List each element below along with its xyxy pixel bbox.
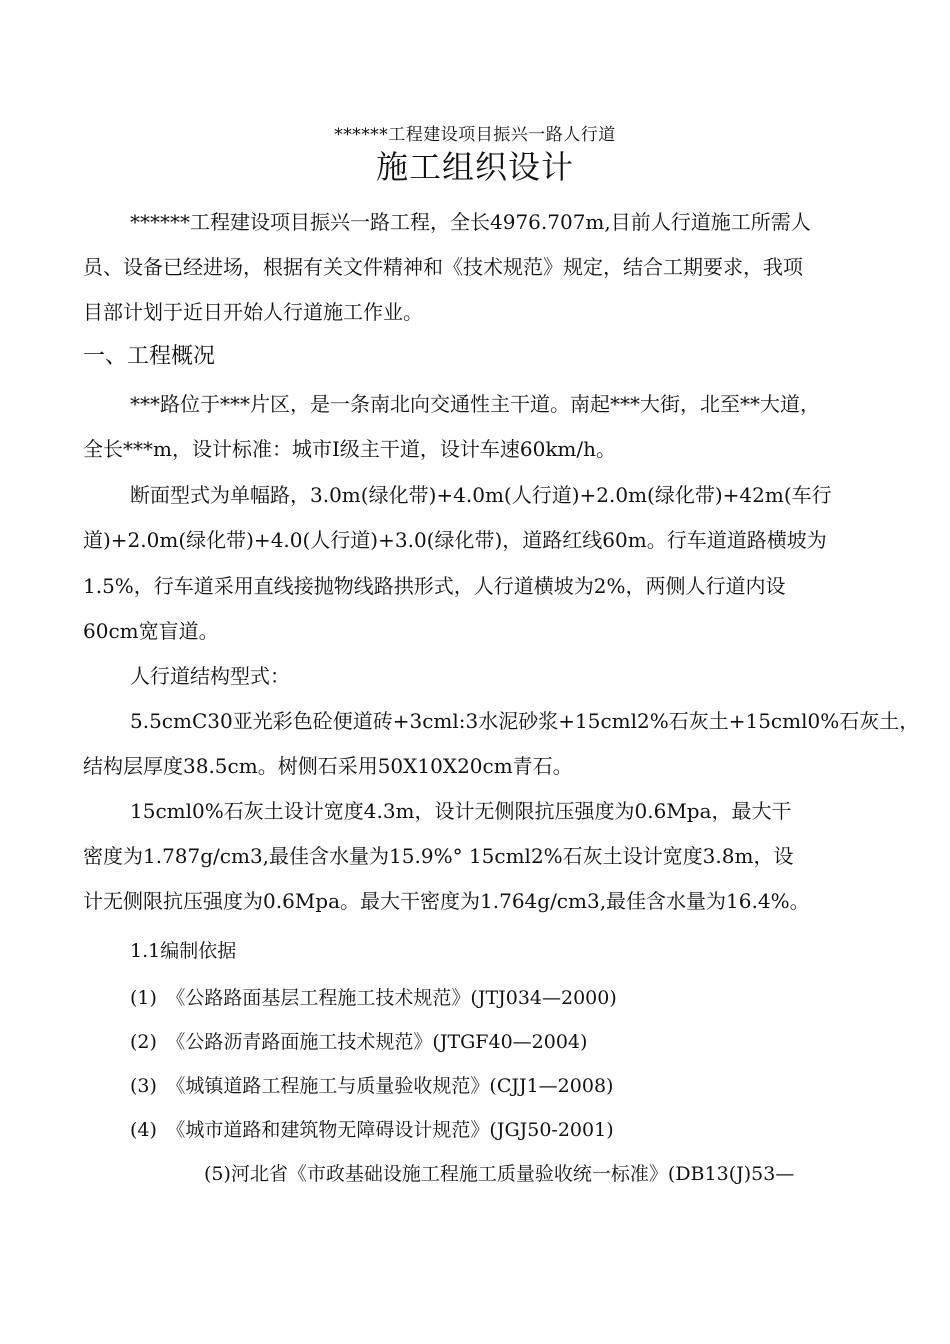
document-subtitle: ******工程建设项目振兴一路人行道: [334, 125, 616, 145]
cross-section-line-1: 断面型式为单幅路，3.0m(绿化带)+4.0m(人行道)+2.0m(绿化带)+42m(车行: [130, 483, 832, 507]
cross-section-line-2: 道)+2.0m(绿化带)+4.0(人行道)+3.0(绿化带)，道路红线60m。行车道道路横坡为: [83, 528, 827, 552]
intro-line-2: 员、设备已经进场，根据有关文件精神和《技术规范》规定，结合工期要求，我项: [83, 255, 803, 279]
cross-section-line-3: 1.5%，行车道采用直线接抛物线路拱形式，人行道横坡为2%，两侧人行道内设: [83, 574, 786, 598]
reference-item: (1) 《公路路面基层工程施工技术规范》(JTJ034—2000): [130, 987, 617, 1009]
basis-heading: 1.1编制依据: [130, 940, 237, 962]
reference-item: (5)河北省《市政基础设施工程施工质量验收统一标准》(DB13(J)53—: [204, 1163, 795, 1185]
section-heading-overview: 一、工程概况: [83, 344, 216, 369]
cross-section-line-4: 60cm宽盲道。: [83, 619, 219, 643]
intro-line-1: ******工程建设项目振兴一路工程，全长4976.707m,目前人行道施工所需人: [130, 210, 811, 234]
reference-item: (2) 《公路沥青路面施工技术规范》(JTGF40—2004): [130, 1031, 588, 1053]
lime-soil-line-2: 密度为1.787g/cm3,最佳含水量为15.9%° 15cml2%石灰土设计宽度3.8m，设: [83, 844, 794, 868]
lime-soil-line-1: 15cml0%石灰土设计宽度4.3m，设计无侧限抗压强度为0.6Mpa，最大干: [130, 799, 792, 823]
reference-item: (4) 《城市道路和建筑物无障碍设计规范》(JGJ50-2001): [130, 1119, 614, 1141]
reference-item: (3) 《城镇道路工程施工与质量验收规范》(CJJ1—2008): [130, 1075, 614, 1097]
lime-soil-line-3: 计无侧限抗压强度为0.6Mpa。最大干密度为1.764g/cm3,最佳含水量为16.4%。: [83, 889, 810, 913]
structure-line-1: 5.5cmC30亚光彩色砼便道砖+3cml:3水泥砂浆+15cml2%石灰土+15cml0%石灰土，: [130, 709, 920, 733]
document-title: 施工组织设计: [375, 148, 574, 186]
overview-line-1: ***路位于***片区，是一条南北向交通性主干道。南起***大街，北至**大道，: [130, 392, 820, 416]
structure-label: 人行道结构型式：: [130, 664, 290, 688]
intro-line-3: 目部计划于近日开始人行道施工作业。: [83, 300, 423, 324]
structure-line-2: 结构层厚度38.5cm。树侧石采用50X10X20cm青石。: [83, 754, 573, 778]
overview-line-2: 全长***m，设计标准：城市Ⅰ级主干道，设计车速60km/h。: [83, 437, 617, 461]
